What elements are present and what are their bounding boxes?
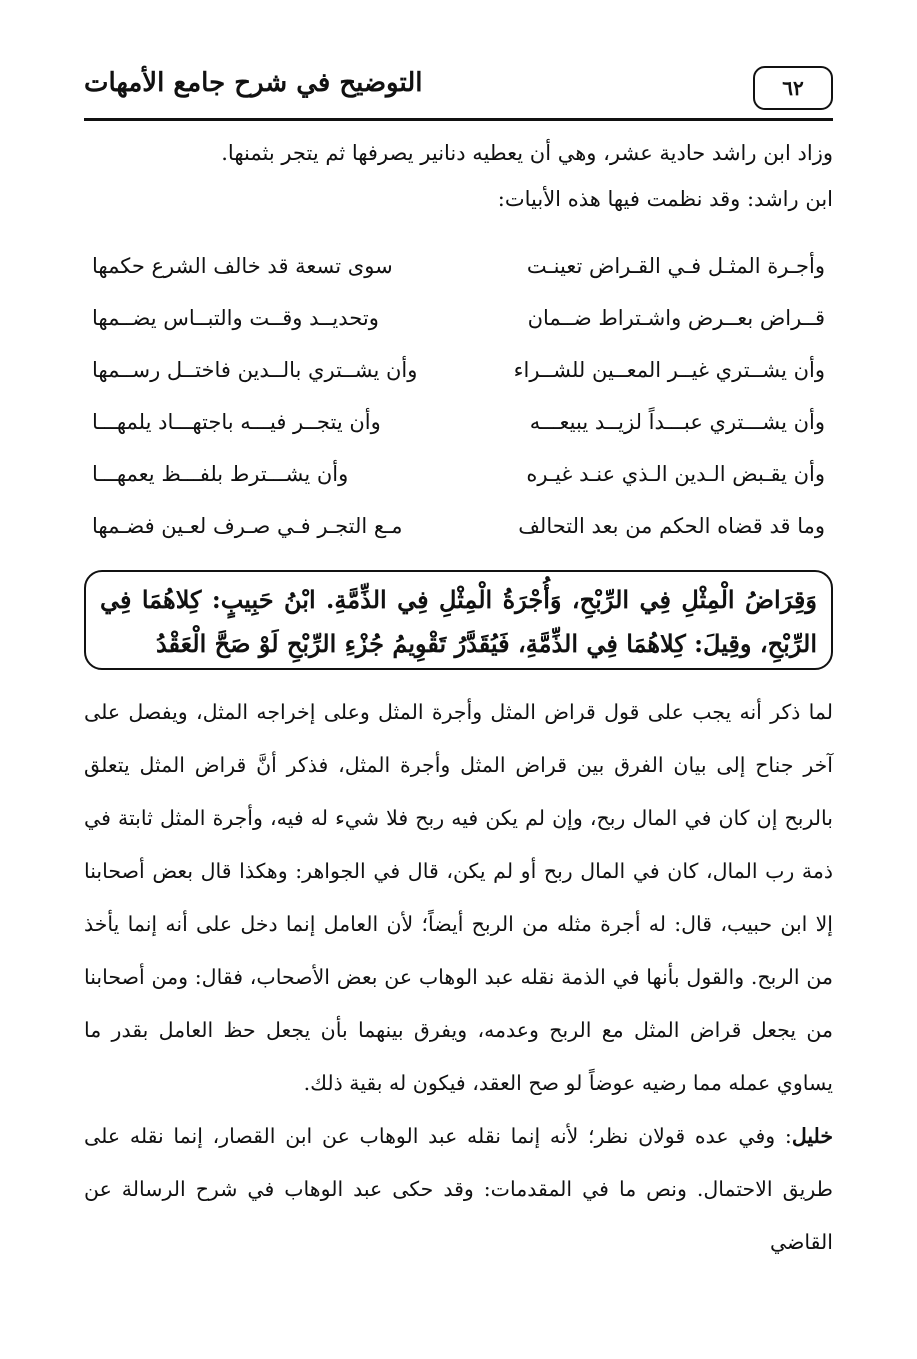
- commentary-paragraph: [84, 1110, 833, 1269]
- poem-verse: [92, 240, 825, 292]
- page-number: ٦٢: [753, 66, 833, 110]
- verse-second-hemistich: وتحديــد وقــت والتبــاس يضــمها: [92, 306, 379, 330]
- poem-verse: [92, 344, 825, 396]
- commentary-paragraph: لما ذكر أنه يجب على قول قراض المثل وأجرة المثل وعلى إخراجه المثل، ويفصل على آخر جناح إلى بيان الفرق بين قراض المثل وأجرة المثل، فذكر أنَّ قراض المثل يتعلق بالربح إن كان في المال ربح، وإن لم يكن فيه ربح فلا شيء له فيه، وأجرة المثل ثابتة في ذمة رب المال، كان في المال ربح أو لم يكن، قال في الجواهر: وهكذا قال بعض أصحابنا إلا ابن حبيب، قال: له أجرة مثله من الربح أيضاً؛ لأن العامل إنما دخل على أنه إنما يأخذ من الربح. والقول بأنها في الذمة نقله عبد الوهاب عن بعض الأصحاب، فقال: ومن أصحابنا من يجعل قراض المثل مع الربح وعدمه، ويفرق بينهما بأن يجعل حظ العامل بقدر ما يساوي عمله مما رضيه عوضاً لو صح العقد، فيكون له بقية ذلك.: [84, 700, 833, 1095]
- poem-verse: [92, 500, 825, 552]
- poem: [92, 240, 825, 552]
- intro-line: ابن راشد: وقد نظمت فيها هذه الأبيات:: [497, 187, 833, 211]
- verse-second-hemistich: وأن يشـــترط بلفـــظ يعمهـــا: [92, 462, 349, 486]
- verse-second-hemistich: مـع التجـر فـي صـرف لعـين فضـمها: [92, 514, 403, 538]
- intro-line: وزاد ابن راشد حادية عشر، وهي أن يعطيه دنانير يصرفها ثم يتجر بثمنها.: [221, 141, 833, 165]
- matn-text-box: وَقِرَاضُ الْمِثْلِ فِي الرِّبْحِ، وَأُجْرَةُ الْمِثْلِ فِي الذِّمَّةِ. ابْنُ حَبِيبٍ: كِلاهُمَا فِي الرِّبْحِ، وقِيلَ: كِلاهُمَا فِي الذِّمَّةِ، فَيُقَدَّرُ تَقْوِيمُ جُزْءِ الرِّبْحِ لَوْ صَحَّ الْعَقْدُ: [84, 570, 833, 670]
- verse-second-hemistich: وأن يشــتري بالــدين فاختــل رســمها: [92, 358, 418, 382]
- verse-first-hemistich: وأن يشــتري غيــر المعــين للشــراء: [513, 358, 825, 382]
- verse-second-hemistich: وأن يتجــر فيـــه باجتهـــاد يلمهـــا: [92, 410, 381, 434]
- verse-first-hemistich: وأجـرة المثـل فـي القـراض تعينـت: [526, 254, 825, 278]
- commentator-name: خليل: [791, 1124, 833, 1148]
- poem-verse: [92, 396, 825, 448]
- commentary: [84, 686, 833, 1269]
- verse-second-hemistich: سوى تسعة قد خالف الشرع حكمها: [92, 254, 393, 278]
- header-rule: [84, 118, 833, 121]
- verse-first-hemistich: وأن يشـــتري عبـــداً لزيــد يبيعـــه: [529, 410, 825, 434]
- verse-first-hemistich: وما قد قضاه الحكم من بعد التحالف: [518, 514, 825, 538]
- intro-text: [84, 130, 833, 222]
- poem-verse: [92, 292, 825, 344]
- poem-verse: [92, 448, 825, 500]
- book-title: التوضيح في شرح جامع الأمهات: [84, 68, 423, 98]
- verse-first-hemistich: وأن يقـبض الـدين الـذي عنـد غيـره: [526, 462, 825, 486]
- verse-first-hemistich: قــراض بعــرض واشـتراط ضــمان: [527, 306, 825, 330]
- page-header: [84, 58, 833, 122]
- commentary-text: : وفي عده قولان نظر؛ لأنه إنما نقله عبد الوهاب عن ابن القصار، إنما نقله على طريق الاحتمال. ونص ما في المقدمات: وقد حكى عبد الوهاب في شرح الرسالة عن القاضي: [84, 1124, 834, 1254]
